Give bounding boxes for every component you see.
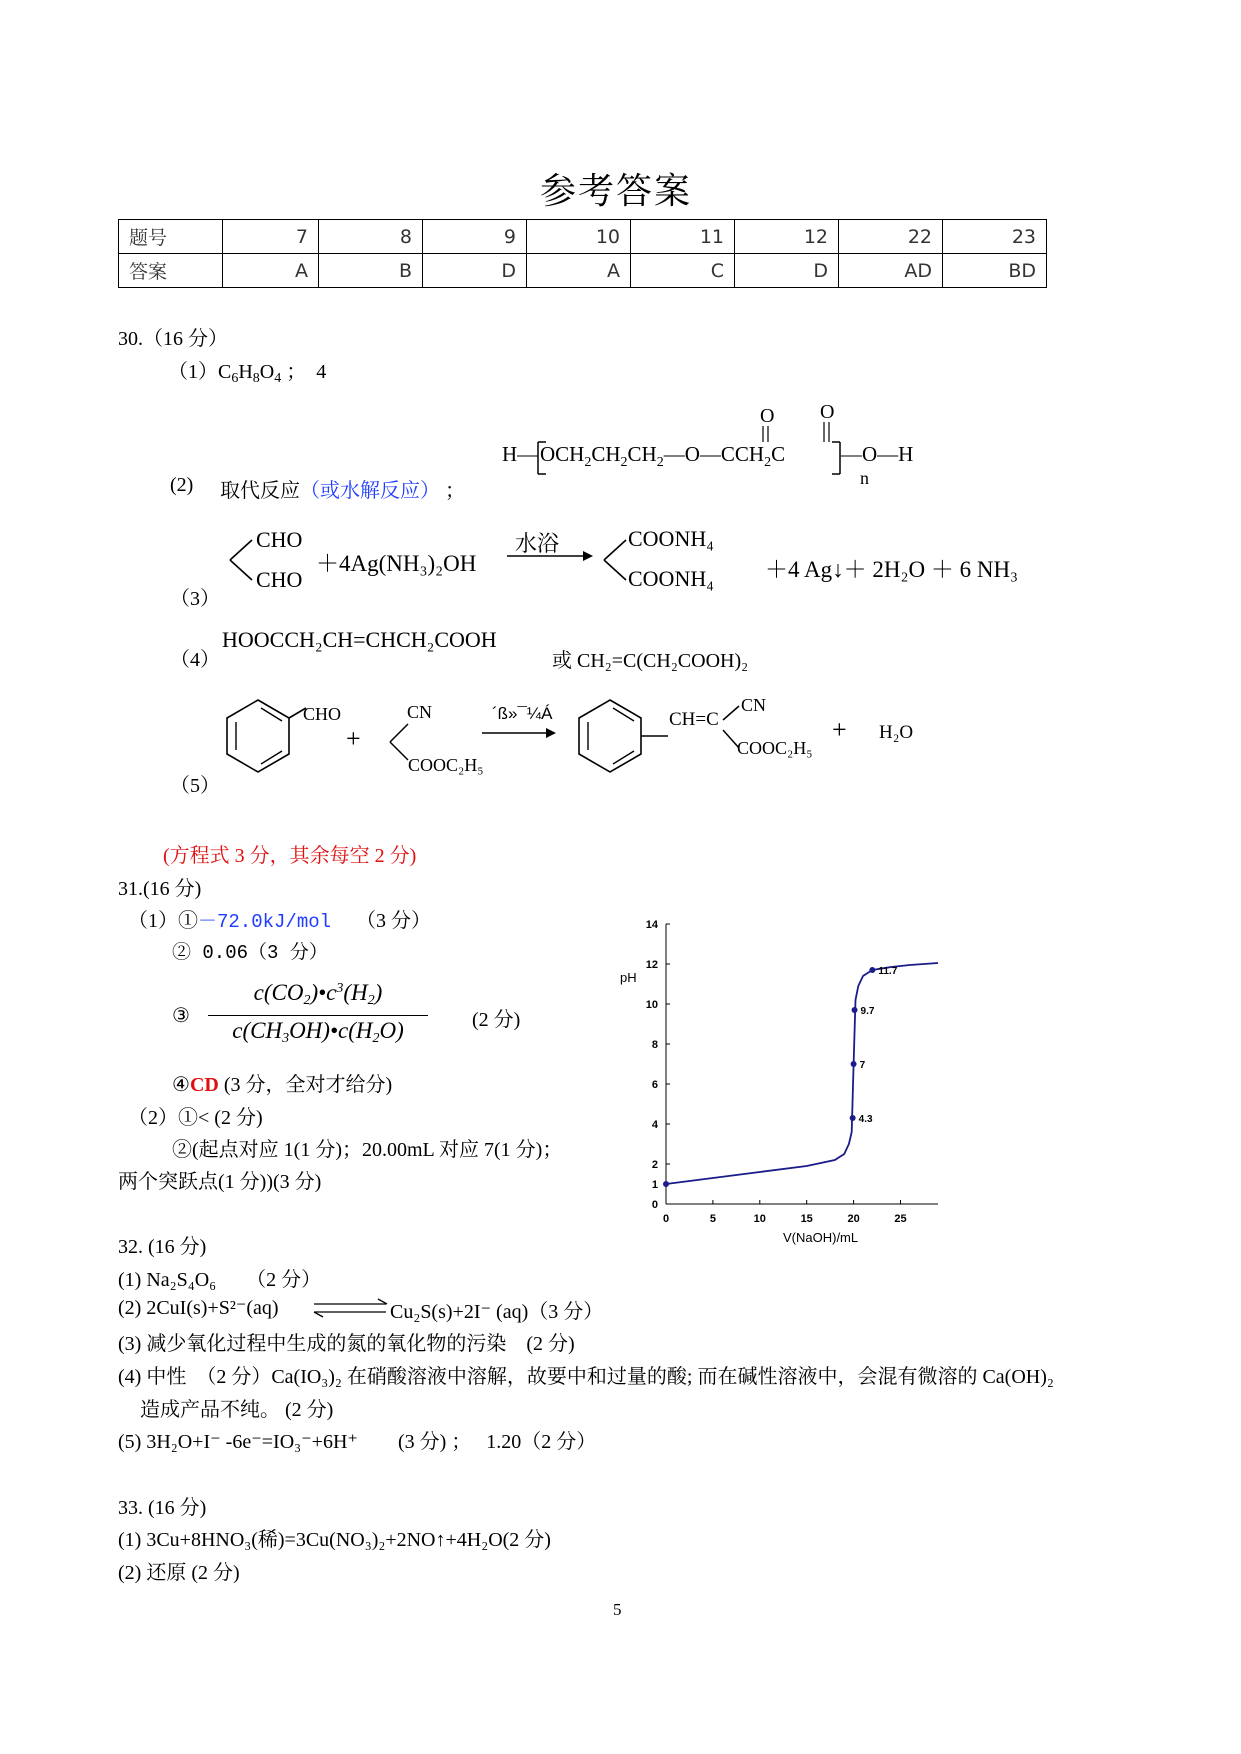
q32-line4: (4) 中性 （2 分）Ca(IO₃)₂ 在硝酸溶液中溶解，故要中和过量的酸; 而在碱性溶液中，会混有微溶的 Ca(OH)₂ <box>118 1366 1054 1388</box>
q30-part1 <box>168 355 326 387</box>
q31-answer-4 <box>172 1068 392 1097</box>
q31-a3-score: (2 分) <box>472 1009 521 1031</box>
table-cell: D <box>423 254 527 288</box>
y-tick-label: 4 <box>651 1119 658 1131</box>
data-point <box>852 1007 858 1013</box>
q31-a1-value: －72.0kJ/mol <box>198 911 332 933</box>
q32-line3: (3) 减少氧化过程中生成的氮的氧化物的污染 (2 分) <box>118 1333 575 1355</box>
table-cell: 23 <box>943 220 1047 254</box>
data-point-label: 4.3 <box>858 1114 873 1125</box>
q30-scoring-note: (方程式 3 分，其余每空 2 分) <box>163 845 417 867</box>
plus-sign: + <box>346 724 361 753</box>
table-cell: 9 <box>423 220 527 254</box>
cho-top: CHO <box>256 527 303 552</box>
page-number: 5 <box>613 1600 622 1619</box>
coonh4-top: COONH₄ <box>628 526 714 551</box>
answer-table <box>118 219 1047 288</box>
table-cell: BD <box>943 254 1047 288</box>
titration-curve <box>666 963 938 1184</box>
table-header-label: 题号 <box>119 220 223 254</box>
q30-part4-answer-a: HOOCCH₂CH=CHCH₂COOH <box>222 627 497 652</box>
q31-a4-score: (3 分，全对才给分) <box>223 1074 393 1096</box>
data-point <box>850 1115 856 1121</box>
table-cell: B <box>319 254 423 288</box>
reaction-arrow <box>505 548 595 564</box>
equilibrium-arrows <box>312 1297 390 1319</box>
y-tick-label: 8 <box>651 1039 658 1051</box>
q30-part5-cn-product: CN <box>741 695 767 715</box>
y-tick-label: 14 <box>645 919 658 931</box>
q30-part4-answer-b: 或 CH₂=C(CH₂COOH)₂ <box>552 650 749 672</box>
chart-x-label: V(NaOH)/mL <box>783 1230 859 1245</box>
table-cell: 10 <box>527 220 631 254</box>
data-point <box>851 1061 857 1067</box>
q31-answer-1 <box>128 904 431 933</box>
q30-part1-prefix: （1） <box>168 361 218 383</box>
table-cell: 12 <box>735 220 839 254</box>
table-cell: A <box>527 254 631 288</box>
table-cell: 7 <box>223 220 319 254</box>
q30-part3-label: （3） <box>170 588 220 610</box>
q33-line1: (1) 3Cu+8HNO₃(稀)=3Cu(NO₃)₂+2NO↑+4H₂O(2 分) <box>118 1529 551 1551</box>
table-answer-label: 答案 <box>119 254 223 288</box>
q30-part5-water: H₂O <box>879 722 914 743</box>
equilibrium-expression-numerator: $c(CO_2)•c^3(H_2)$ <box>253 980 383 1008</box>
table-cell: AD <box>839 254 943 288</box>
q30-part5-condition: ´ß»¯¼Á <box>492 704 553 723</box>
q31-b1: （2）①< (2 分) <box>128 1107 263 1129</box>
y-tick-label: 10 <box>645 999 658 1011</box>
q30-part5-cho: CHO <box>303 704 342 724</box>
x-tick-label: 10 <box>753 1213 766 1225</box>
q31-heading: 31.(16 分) <box>118 878 202 900</box>
q30-part1-answer: ； 4 <box>286 361 327 383</box>
y-tick-label: 1 <box>651 1179 658 1191</box>
table-cell: 8 <box>319 220 423 254</box>
q31-a1-score: （3 分） <box>356 910 432 932</box>
q31-a4-prefix: ④ <box>172 1074 190 1096</box>
q30-part3-products: ＋4 Ag↓＋ 2H₂O ＋ 6 NH₃ <box>765 557 1019 582</box>
table-cell: 11 <box>631 220 735 254</box>
q30-part5-ester-reactant: COOC₂H₅ <box>408 755 484 775</box>
fraction-bar <box>208 1015 428 1016</box>
coonh4-bottom: COONH₄ <box>628 566 714 591</box>
q30-part2-alt: （或水解反应） <box>300 480 440 502</box>
polymer-structure-diagram <box>498 398 948 493</box>
chart-ticks <box>646 919 907 1225</box>
x-tick-label: 15 <box>800 1213 813 1225</box>
data-point-label: 7 <box>859 1060 866 1071</box>
q32-line2a: (2) 2CuI(s)+S²⁻(aq) <box>118 1297 279 1319</box>
q33-heading: 33. (16 分) <box>118 1497 207 1519</box>
svg-text:H—: H— <box>502 442 539 466</box>
q31-b2: ②(起点对应 1(1 分)；20.00mL 对应 7(1 分)； <box>172 1139 563 1161</box>
q30-part2-answer: 取代反应 <box>220 480 300 502</box>
q31-b3: 两个突跃点(1 分))(3 分) <box>118 1171 322 1193</box>
q30-part4-label: （4） <box>170 649 220 671</box>
formula-c6h8o4: $C_6H_8O_4$ <box>218 361 282 386</box>
q33-line2: (2) 还原 (2 分) <box>118 1562 240 1584</box>
q32-line5: (5) 3H₂O+I⁻ -6e⁻=IO₃⁻+6H⁺ (3 分) ； 1.20（2 分） <box>118 1431 597 1453</box>
plus-sign-2: + <box>832 715 847 744</box>
svg-text:O: O <box>820 401 835 423</box>
table-row-numbers <box>119 220 1047 254</box>
q30-part2-text <box>220 474 465 503</box>
q30-part2-sep: ； <box>445 480 465 502</box>
table-cell: C <box>631 254 735 288</box>
q30-part3-reagent: ＋4Ag(NH₃)₂OH <box>316 551 477 576</box>
x-tick-label: 25 <box>894 1213 907 1225</box>
y-tick-label: 0 <box>651 1199 658 1211</box>
table-cell: 22 <box>839 220 943 254</box>
q31-a4-value: CD <box>189 1074 219 1096</box>
q30-part2-label: (2) <box>170 474 194 496</box>
chart-points <box>663 966 898 1187</box>
benzaldehyde-ring <box>222 694 312 784</box>
q32-line4b: 造成产品不纯。 (2 分) <box>140 1399 334 1421</box>
chart-y-label: pH <box>620 970 637 985</box>
svg-text:n: n <box>860 468 869 488</box>
svg-text:O: O <box>760 405 775 427</box>
x-tick-label: 0 <box>662 1213 670 1225</box>
titration-chart <box>608 910 948 1255</box>
table-cell: A <box>223 254 319 288</box>
table-cell: D <box>735 254 839 288</box>
x-tick-label: 5 <box>709 1213 716 1225</box>
data-point <box>869 967 875 973</box>
y-tick-label: 2 <box>651 1159 658 1171</box>
data-point <box>663 1181 669 1187</box>
chart-series <box>666 963 938 1184</box>
data-point-label: 11.7 <box>878 966 898 977</box>
q32-line2b: Cu₂S(s)+2I⁻ (aq)（3 分） <box>390 1301 604 1323</box>
q31-answer-2: ② 0.06（3 分） <box>172 942 328 964</box>
q30-part5-cn-reactant: CN <box>407 702 433 722</box>
svg-text:—O—H: —O—H <box>841 442 914 466</box>
q31-a3-label: ③ <box>172 1005 190 1027</box>
table-row-answers <box>119 254 1047 288</box>
q32-heading: 32. (16 分) <box>118 1236 207 1258</box>
svg-text:OCH2CH2CH2—O—CCH2C: $OCH_2CH_2CH_2—O—CCH_2C$ <box>540 442 786 470</box>
y-tick-label: 6 <box>651 1079 658 1091</box>
x-tick-label: 20 <box>847 1213 860 1225</box>
product-ring <box>574 694 674 784</box>
cho-bottom: CHO <box>256 567 303 592</box>
page-title: 参考答案 <box>540 171 693 212</box>
y-tick-label: 12 <box>645 959 658 971</box>
equilibrium-expression-denominator: $c(CH_3OH)•c(H_2O)$ <box>232 1018 404 1046</box>
q31-a1-prefix: （1）① <box>128 910 198 932</box>
q32-line1: (1) Na₂S₄O₆ （2 分） <box>118 1269 322 1291</box>
reaction-arrow-5 <box>480 725 560 741</box>
q30-part5-ester-product: COOC₂H₅ <box>737 738 813 758</box>
q30-part3-condition: 水浴 <box>515 531 560 556</box>
q30-heading: 30.（16 分） <box>118 328 228 350</box>
q30-part5-ch: CH=C <box>669 709 719 730</box>
data-point-label: 9.7 <box>860 1006 875 1017</box>
q30-part5-label: （5） <box>170 775 220 797</box>
